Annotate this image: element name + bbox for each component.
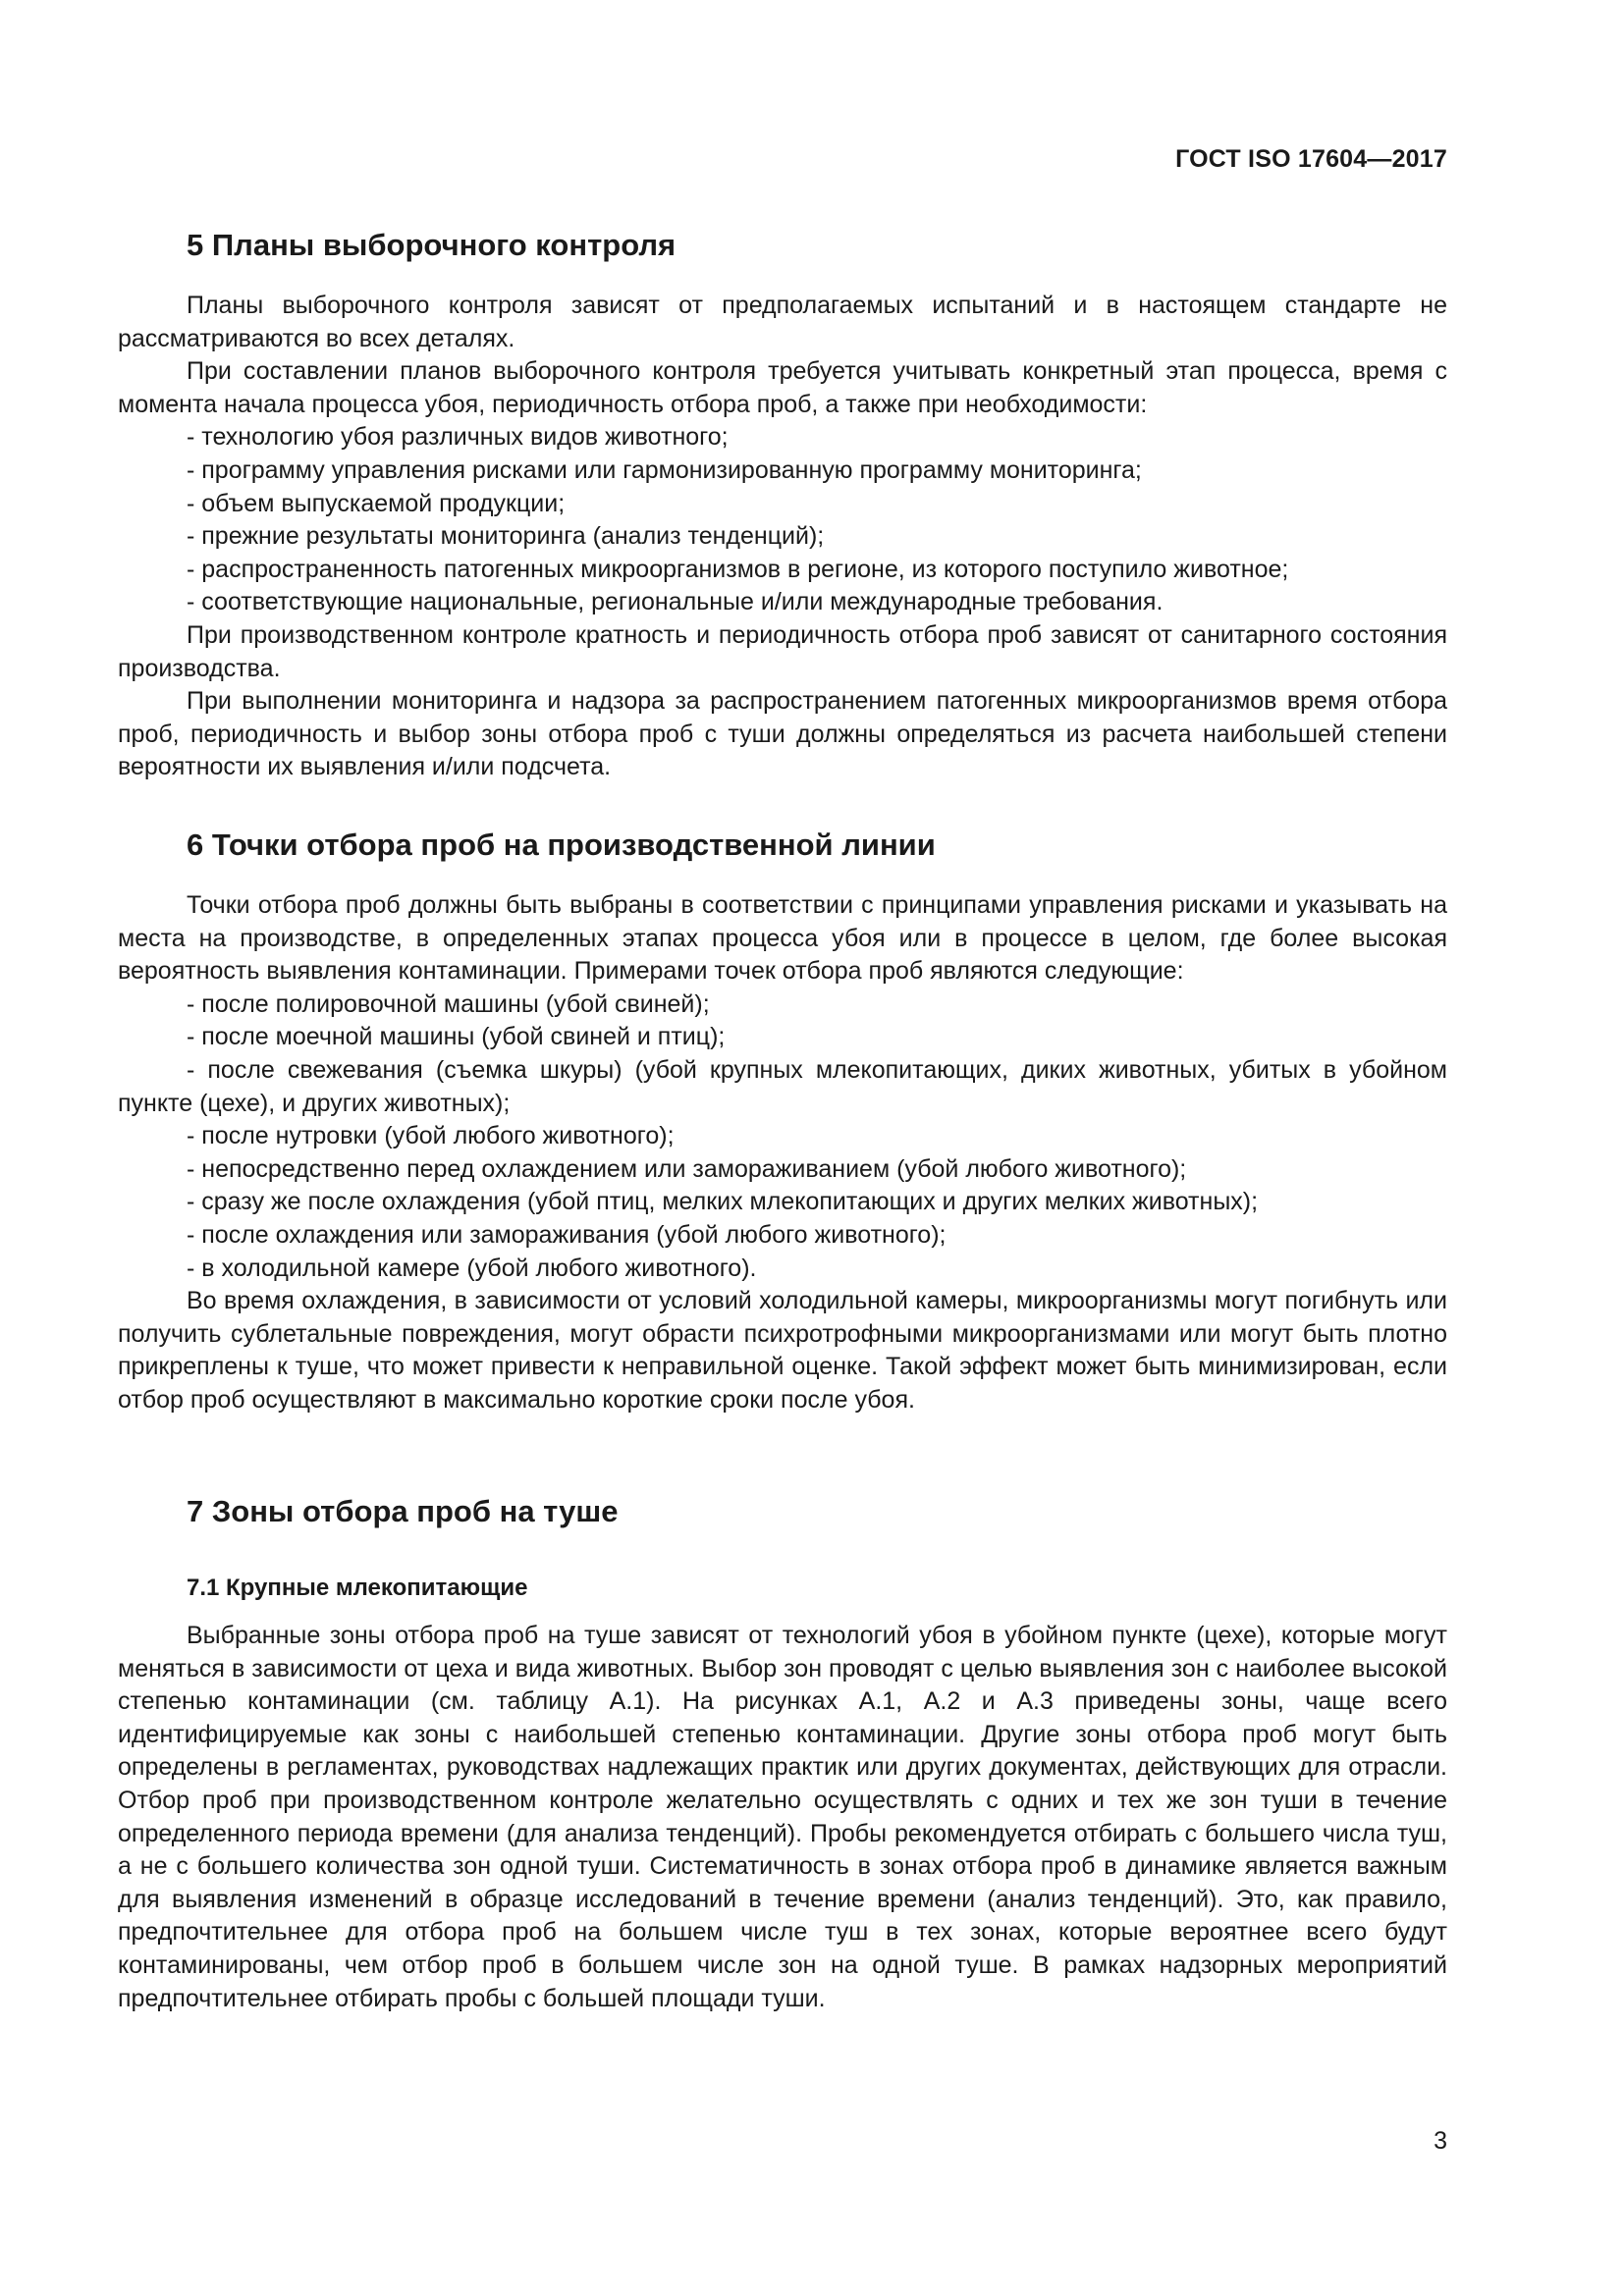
section-7-title: 7 Зоны отбора проб на туше — [187, 1494, 619, 1528]
list-item: - после моечной машины (убой свиней и птиц); — [187, 1023, 726, 1051]
list-item: - после полировочной машины (убой свиней); — [187, 989, 710, 1018]
list-item: - распространенность патогенных микроорганизмов в регионе, из которого поступило животное; — [187, 555, 1289, 583]
list-item: - технологию убоя различных видов животного; — [187, 423, 729, 452]
list-item: - в холодильной камере (убой любого животного). — [187, 1254, 757, 1282]
section-5-paragraph: При выполнении мониторинга и надзора за распространением патогенных микроорганизмов время отбора проб, периодичность и выбор зоны отбора проб с туши должны определяться из расчета наибольшей степени вероятности их выявления и/или подсчета. — [118, 687, 1447, 781]
list-item: - соответствующие национальные, региональные и/или международные требования. — [187, 588, 1164, 616]
section-5-paragraph: При производственном контроле кратность и периодичность отбора проб зависят от санитарного состояния производства. — [118, 620, 1447, 682]
standard-header: ГОСТ ISO 17604—2017 — [1175, 145, 1447, 173]
subsection-7-1-title: 7.1 Крупные млекопитающие — [187, 1575, 528, 1601]
list-item: - после нутровки (убой любого животного); — [187, 1122, 675, 1150]
list-item: - объем выпускаемой продукции; — [187, 489, 566, 517]
section-5-paragraph: Планы выборочного контроля зависят от предполагаемых испытаний и в настоящем стандарте не рассматриваются во всех деталях. — [118, 292, 1447, 352]
document-page — [118, 0, 1447, 2296]
section-5-body — [118, 290, 1447, 784]
list-item: - прежние результаты мониторинга (анализ тенденций); — [187, 522, 825, 551]
section-5-paragraph: При составлении планов выборочного контроля требуется учитывать конкретный этап процесса, время с момента начала процесса убоя, периодичность отбора проб, а также при необходимости: — [118, 357, 1447, 418]
section-6-body — [118, 889, 1447, 1417]
section-6-paragraph: Точки отбора проб должны быть выбраны в соответствии с принципами управления рисками и указывать на места на производстве, в определенных этапах процесса убоя или в процессе в целом, где более высокая вероятность выявления контаминации. Примерами точек отбора проб являются следующие: — [118, 891, 1447, 986]
page-number: 3 — [1434, 2127, 1447, 2155]
list-item: - сразу же после охлаждения (убой птиц, мелких млекопитающих и других мелких животных); — [187, 1188, 1259, 1216]
section-7-body — [118, 1620, 1447, 2015]
section-7-paragraph: Выбранные зоны отбора проб на туше зависят от технологий убоя в убойном пункте (цехе), которые могут меняться в зависимости от цеха и вида животных. Выбор зон проводят с целью выявления зон с наиболее высокой степенью контаминации (см. таблицу А.1). На рисунках А.1, А.2 и А.3 приведены зоны, чаще всего идентифицируемые как зоны с наибольшей степенью контаминации. Другие зоны отбора проб могут быть определены в регламентах, руководствах надлежащих практик или других документах, действующих для отрасли. Отбор проб при производственном контроле желательно осуществлять с одних и тех же зон туши в течение определенного периода времени (для анализа тенденций). Пробы рекомендуется отбирать с большего числа туш, а не с большего количества зон одной туши. Систематичность в зонах отбора проб в динамике является важным для выявления изменений в образце исследований в течение времени (анализ тенденций). Это, как правило, предпочтительнее для отбора проб на большем числе туш в тех зонах, которые вероятнее всего будут контаминированы, чем отбор проб в большем числе зон на одной туше. В рамках надзорных мероприятий предпочтительнее отбирать пробы с большей площади туши. — [118, 1622, 1447, 2012]
section-6-title: 6 Точки отбора проб на производственной линии — [187, 828, 936, 862]
list-item: - программу управления рисками или гармонизированную программу мониторинга; — [187, 455, 1142, 484]
section-5-title: 5 Планы выборочного контроля — [187, 228, 677, 262]
list-item: - после охлаждения или замораживания (убой любого животного); — [187, 1220, 947, 1249]
section-6-paragraph: Во время охлаждения, в зависимости от условий холодильной камеры, микроорганизмы могут погибнуть или получить сублетальные повреждения, могут обрасти психротрофными микроорганизмами или могут быть плотно прикреплены к туше, что может привести к неправильной оценке. Такой эффект может быть минимизирован, если отбор проб осуществляют в максимально короткие сроки после убоя. — [118, 1287, 1447, 1414]
list-item: - после свежевания (съемка шкуры) (убой крупных млекопитающих, диких животных, убитых в убойном пункте (цехе), и других животных); — [118, 1055, 1447, 1117]
list-item: - непосредственно перед охлаждением или замораживанием (убой любого животного); — [187, 1154, 1187, 1183]
